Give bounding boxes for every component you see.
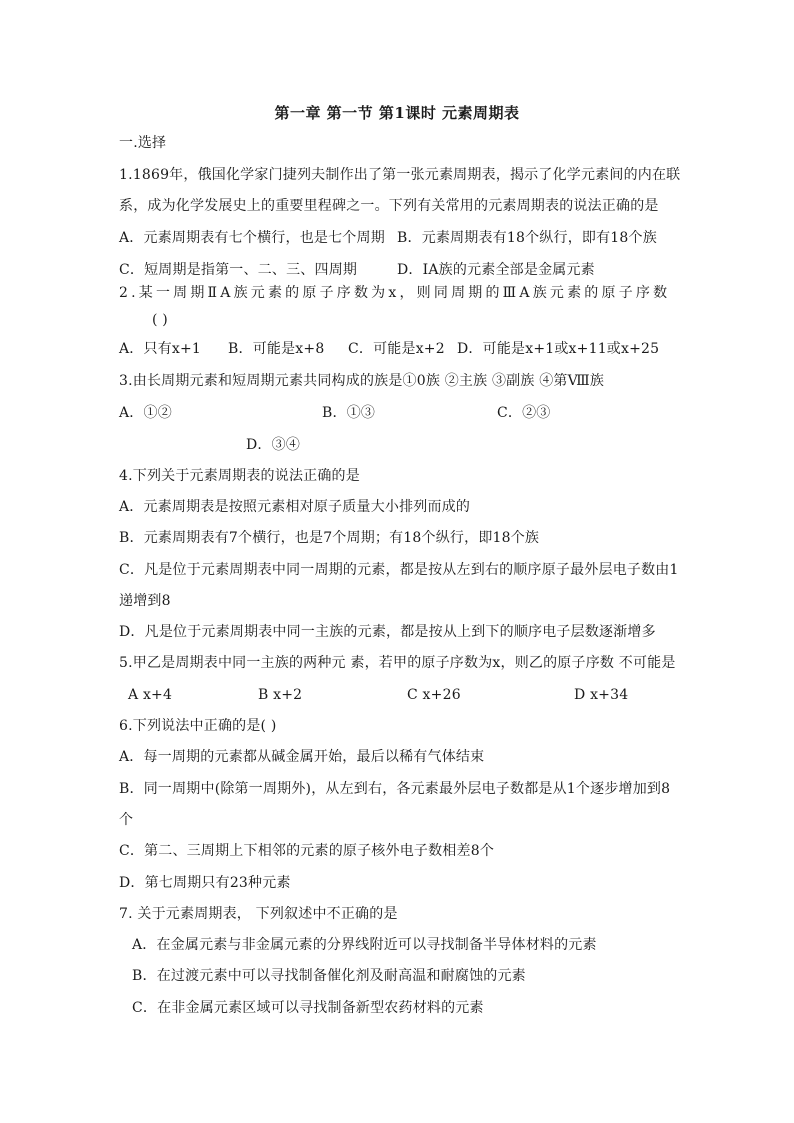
q2-option-b: B．可能是x+8 bbox=[228, 341, 325, 357]
q4-option-c-line2: 递增到8 bbox=[119, 593, 171, 609]
q3-option-b: B．①③ bbox=[322, 405, 376, 421]
q1-option-a: A．元素周期表有七个横行，也是七个周期 bbox=[119, 230, 385, 246]
q4-stem-line1: 4.下列关于元素周期表的说法正确的是 bbox=[119, 468, 360, 484]
q7-option-a: A．在金属元素与非金属元素的分界线附近可以寻找制备半导体材料的元素 bbox=[132, 937, 597, 953]
q4-option-b: B．元素周期表有7个横行，也是7个周期；有18个纵行，即18个族 bbox=[119, 530, 540, 546]
q1-option-c: C．短周期是指第一、二、三、四周期 bbox=[119, 262, 358, 278]
q5-option-c: C x+26 bbox=[407, 687, 461, 703]
q3-option-d: D．③④ bbox=[246, 437, 301, 453]
q4-option-a: A．元素周期表是按照元素相对原子质量大小排列而成的 bbox=[119, 499, 471, 515]
q2-answer-blank: ( ) bbox=[152, 312, 168, 328]
q4-option-d: D．凡是位于元素周期表中同一主族的元素，都是按从上到下的顺序电子层数逐渐增多 bbox=[119, 624, 656, 640]
q7-stem-line1: 7. 关于元素周期表， 下列叙述中不正确的是 bbox=[119, 906, 398, 922]
q5-option-b: B x+2 bbox=[258, 687, 303, 703]
q5-option-a: A x+4 bbox=[128, 687, 173, 703]
q1-option-b: B．元素周期表有18个纵行，即有18个族 bbox=[397, 230, 657, 246]
section-heading: 一.选择 bbox=[119, 135, 167, 151]
q1-stem-line1: 1.1869年，俄国化学家门捷列夫制作出了第一张元素周期表，揭示了化学元素间的内在联 bbox=[119, 167, 681, 183]
q6-option-c: C．第二、三周期上下相邻的元素的原子核外电子数相差8个 bbox=[119, 843, 495, 859]
q3-option-a: A．①② bbox=[119, 405, 172, 421]
page-title: 第一章 第一节 第1课时 元素周期表 bbox=[274, 104, 520, 122]
q7-option-b: B．在过渡元素中可以寻找制备催化剂及耐高温和耐腐蚀的元素 bbox=[132, 968, 526, 984]
q2-option-a: A．只有x+1 bbox=[119, 341, 202, 357]
q6-option-a: A．每一周期的元素都从碱金属开始，最后以稀有气体结束 bbox=[119, 749, 485, 765]
q5-stem-line1: 5.甲乙是周期表中同一主族的两种元 素，若甲的原子序数为x，则乙的原子序数 不可能是 bbox=[119, 655, 676, 671]
q1-option-d: D．ⅠA族的元素全部是金属元素 bbox=[397, 262, 595, 278]
q6-option-d: D．第七周期只有23种元素 bbox=[119, 875, 291, 891]
q6-option-b-line2: 个 bbox=[119, 812, 134, 828]
q6-option-b-line1: B．同一周期中(除第一周期外)，从左到右，各元素最外层电子数都是从1个逐步增加到8 bbox=[119, 781, 671, 797]
q7-option-c: C．在非金属元素区域可以寻找制备新型农药材料的元素 bbox=[132, 1000, 484, 1016]
q2-stem-line1: 2.某一周期ⅡA族元素的原子序数为x，则同周期的ⅢA族元素的原子序数 bbox=[119, 285, 671, 301]
q2-option-d: D．可能是x+1或x+11或x+25 bbox=[457, 341, 660, 357]
q3-stem-line1: 3.由长周期元素和短周期元素共同构成的族是①0族 ②主族 ③副族 ④第Ⅷ族 bbox=[119, 373, 605, 389]
q2-option-c: C．可能是x+2 bbox=[348, 341, 445, 357]
q3-option-c: C．②③ bbox=[497, 405, 551, 421]
q1-stem-line2: 系，成为化学发展史上的重要里程碑之一。下列有关常用的元素周期表的说法正确的是 bbox=[119, 198, 659, 214]
q4-option-c-line1: C．凡是位于元素周期表中同一周期的元素，都是按从左到右的顺序原子最外层电子数由1 bbox=[119, 562, 679, 578]
q5-option-d: D x+34 bbox=[574, 687, 629, 703]
q6-stem-line1: 6.下列说法中正确的是( ) bbox=[119, 718, 277, 734]
